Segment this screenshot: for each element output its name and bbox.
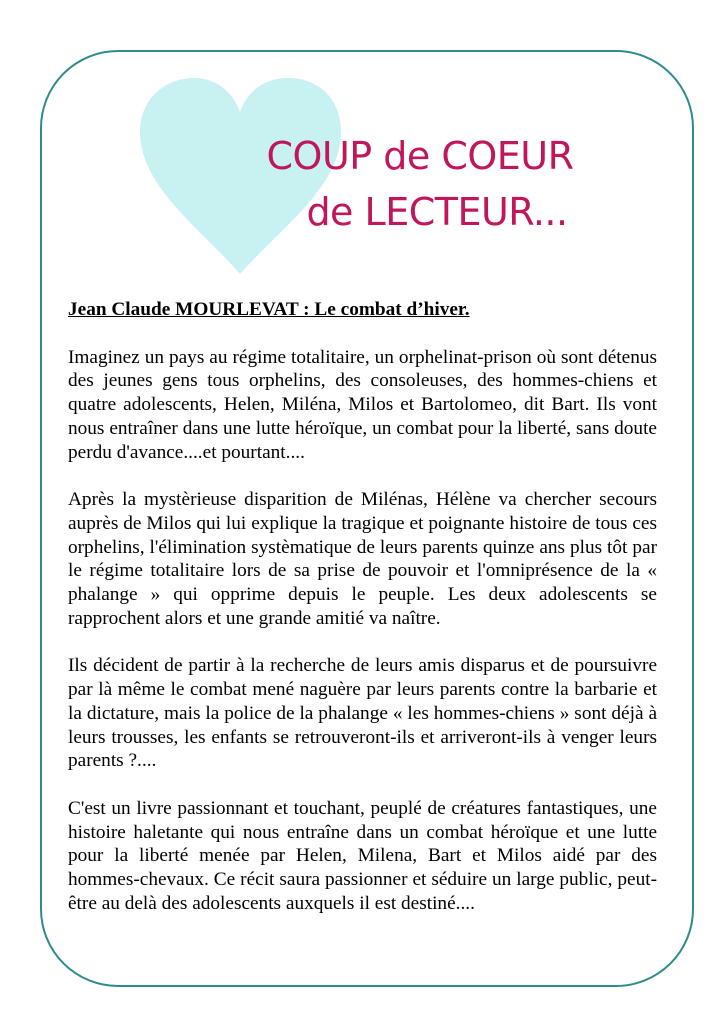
review-paragraph-3: Ils décident de partir à la recherche de leurs amis disparus et de poursuivre par là même le combat mené naguère par leurs parents contre la barbarie et la dictature, mais la police de la phalange « les hommes-chiens » sont déjà à leurs trousses, les enfants se retrouveront-ils et arriveront-ils à venger leurs parents ?....: [68, 655, 657, 772]
page-title: [200, 128, 640, 240]
review-content: [68, 298, 657, 939]
review-paragraph-1: Imaginez un pays au régime totalitaire, un orphelinat-prison où sont détenus des jeunes gens tous orphelins, des consoleuses, des hommes-chiens et quatre adolescents, Helen, Miléna, Milos et Bartolomeo, dit Bart. Ils vont nous entraîner dans une lutte héroïque, un combat pour la liberté, sans doute perdu d'avance....et pourtant....: [68, 346, 657, 463]
title-line-1: COUP de COEUR: [266, 134, 574, 178]
title-line-2: de LECTEUR...: [306, 190, 568, 234]
review-paragraph-4: C'est un livre passionnant et touchant, peuplé de créatures fantastiques, une histoire haletante qui nous entraîne dans un combat héroïque et une lutte pour la liberté menée par Helen, Milena, Bart et Milos aidé par des hommes-chevaux. Ce récit saura passionner et séduire un large public, peut-être au delà des adolescents auxquels il est destiné....: [68, 797, 657, 914]
review-paragraph-2: Après la mystèrieuse disparition de Milénas, Hélène va chercher secours auprès de Milos qui lui explique la tragique et poignante histoire de tous ces orphelins, l'élimination systèmatique de leurs parents quinze ans plus tôt par le régime totalitaire lors de sa prise de pouvoir et l'omniprésence de la « phalange » qui opprime depuis le peuple. Les deux adolescents se rapprochent alors et une grande amitié va naître.: [68, 489, 657, 629]
book-heading: Jean Claude MOURLEVAT : Le combat d’hiver.: [68, 299, 470, 320]
